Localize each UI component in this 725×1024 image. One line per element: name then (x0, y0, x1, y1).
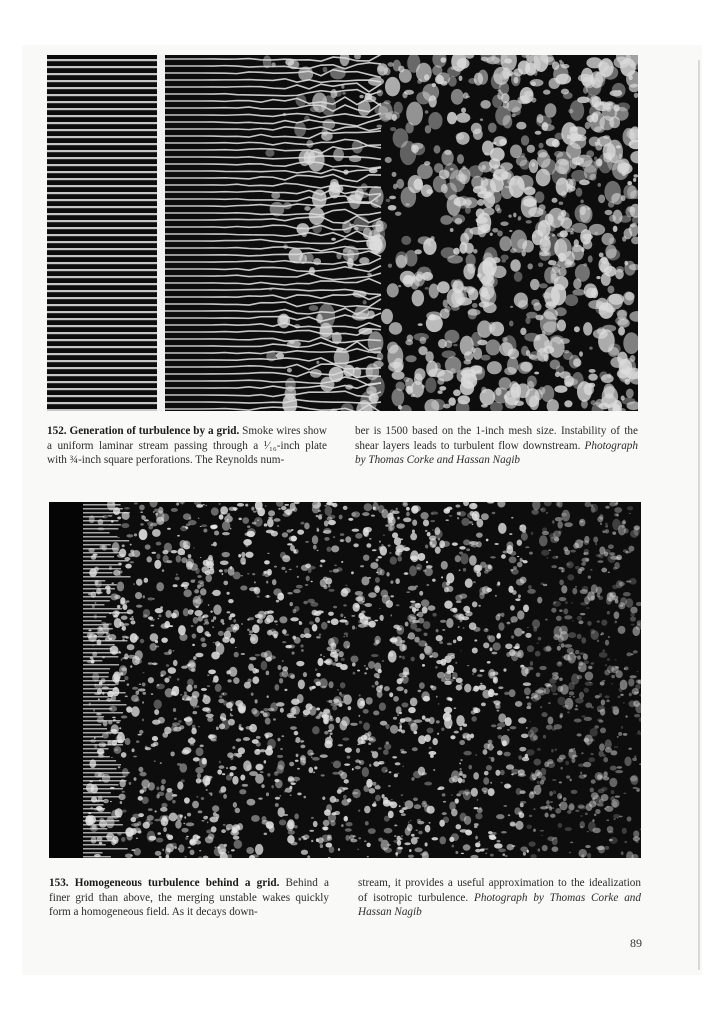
figure-152-credit: Photograph by Thomas Corke and Hassan Nagib (355, 439, 638, 467)
figure-153-credit: Photograph by Thomas Corke and Hassan Nagib (358, 891, 641, 919)
page-edge (698, 60, 700, 970)
figure-153-turbulence-image (49, 502, 641, 858)
figure-152-text-right: ber is 1500 based on the 1-inch mesh size. Instability of the shear layers leads to turbulent flow downstream. (355, 425, 638, 452)
figure-152-text-left: Smoke wires show a uniform laminar stream passing through a ¹⁄₁₆-inch plate with ¾-inch square perforations. The Reynolds num- (47, 425, 327, 467)
figure-153-title: 153. Homogeneous turbulence behind a grid. (49, 877, 280, 889)
figure-152-title: 152. Generation of turbulence by a grid. (47, 425, 240, 437)
figure-152-photo (47, 55, 638, 411)
page-number: 89 (630, 936, 642, 950)
figure-153-caption-left (49, 876, 329, 920)
figure-153-text-right: stream, it provides a useful approximation to the idealization of isotropic turbulence. (358, 877, 641, 904)
figure-152-caption-left (47, 424, 327, 468)
figure-153-text-left: Behind a finer grid than above, the merging unstable wakes quickly form a homogeneous field. As it decays down- (49, 877, 329, 919)
figure-152-smoke-image (47, 55, 638, 411)
figure-153-photo (49, 502, 641, 858)
figure-153-caption-right (358, 876, 641, 920)
figure-152-caption-right (355, 424, 638, 468)
